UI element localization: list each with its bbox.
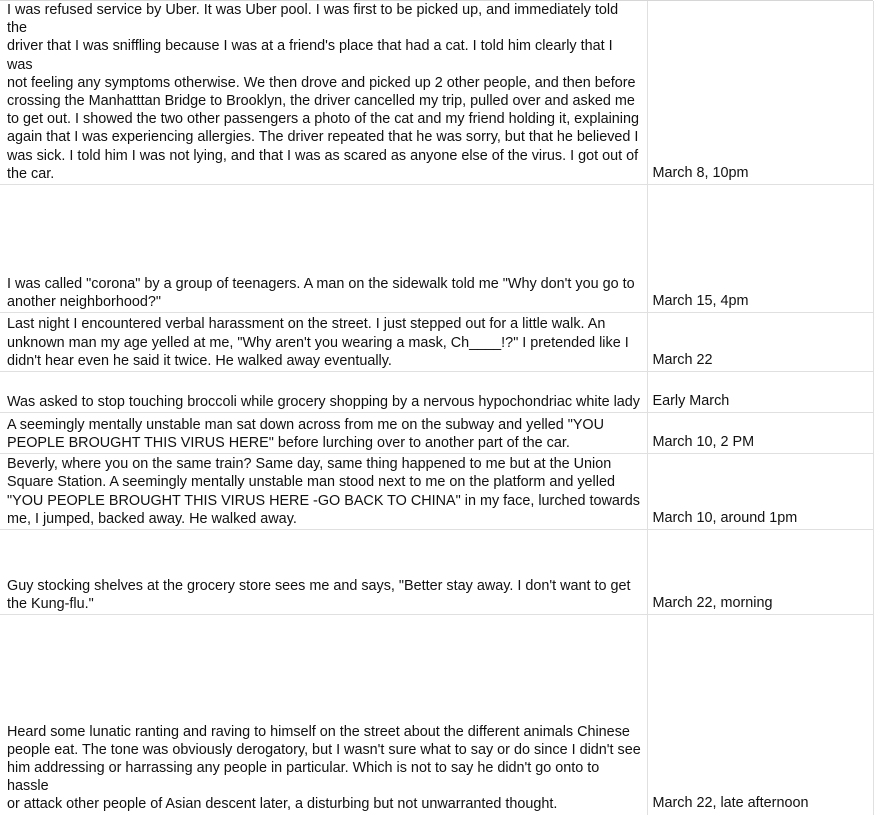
- cell-text-line: to get out. I showed the two other passengers a photo of the cat and my friend holding it, explaining: [7, 111, 639, 128]
- cell-text-line: "YOU PEOPLE BROUGHT THIS VIRUS HERE -GO BACK TO CHINA" in my face, lurched towards: [7, 492, 640, 509]
- description-cell[interactable]: [0, 1, 647, 185]
- cell-text-line: Guy stocking shelves at the grocery store sees me and says, "Better stay away. I don't want to get: [7, 577, 631, 594]
- cell-text-line: me, I jumped, backed away. He walked away.: [7, 510, 297, 527]
- cell-text-line: Heard some lunatic ranting and raving to himself on the street about the different animals Chinese: [7, 723, 630, 740]
- table-row: [0, 1, 873, 185]
- cell-text-line: I was called "corona" by a group of teenagers. A man on the sidewalk told me "Why don't you go to: [7, 275, 635, 292]
- date-cell[interactable]: Early March: [647, 372, 873, 413]
- cell-text-line: another neighborhood?": [7, 293, 161, 310]
- cell-text-line: Last night I encountered verbal harassment on the street. I just stepped out for a little walk. An: [7, 316, 606, 333]
- cell-text-line: driver that I was sniffling because I was at a friend's place that had a cat. I told him clearly that I was: [7, 38, 613, 73]
- date-cell[interactable]: March 15, 4pm: [647, 185, 873, 313]
- date-cell[interactable]: March 10, around 1pm: [647, 454, 873, 530]
- description-cell[interactable]: [0, 615, 647, 815]
- cell-text-line: Was asked to stop touching broccoli while grocery shopping by a nervous hypochondriac white lady: [7, 393, 641, 410]
- table-row: [0, 185, 873, 313]
- date-cell[interactable]: March 8, 10pm: [647, 1, 873, 185]
- cell-text-line: I was refused service by Uber. It was Uber pool. I was first to be picked up, and immediately told the: [7, 2, 619, 37]
- cell-text-line: PEOPLE BROUGHT THIS VIRUS HERE" before lurching over to another part of the car.: [7, 434, 570, 451]
- cell-text-line: Beverly, where you on the same train? Same day, same thing happened to me but at the Union: [7, 456, 612, 473]
- cell-text-line: Square Station. A seemingly mentally unstable man stood next to me on the platform and yelled: [7, 474, 615, 491]
- cell-text-line: A seemingly mentally unstable man sat down across from me on the subway and yelled "YOU: [7, 416, 605, 433]
- spreadsheet-grid: [0, 1, 874, 815]
- table-row: [0, 313, 873, 372]
- cell-text-line: unknown man my age yelled at me, "Why aren't you wearing a mask, Ch____!?" I pretended like I: [7, 334, 629, 351]
- cell-text-line: didn't hear even he said it twice. He walked away eventually.: [7, 352, 392, 369]
- description-cell[interactable]: [0, 185, 647, 313]
- table-row: [0, 413, 873, 454]
- cell-text-line: not feeling any symptoms otherwise. We then drove and picked up 2 other people, and then before: [7, 74, 636, 91]
- cell-text-line: him addressing or harrassing any people in particular. Which is not to say he didn't go onto to hassle: [7, 759, 600, 795]
- description-cell[interactable]: [0, 313, 647, 372]
- cell-text-line: again that I was experiencing allergies. The driver repeated that he was sorry, but that he believed I: [7, 129, 639, 146]
- description-cell[interactable]: [0, 530, 647, 615]
- cell-text-line: the Kung-flu.": [7, 595, 94, 612]
- description-cell[interactable]: [0, 413, 647, 454]
- cell-text-line: the car.: [7, 165, 55, 182]
- date-cell[interactable]: March 22, morning: [647, 530, 873, 615]
- date-cell[interactable]: March 22, late afternoon: [647, 615, 873, 815]
- date-cell[interactable]: March 22: [647, 313, 873, 372]
- table-row: [0, 372, 873, 413]
- description-cell[interactable]: [0, 454, 647, 530]
- cell-text-line: or attack other people of Asian descent later, a disturbing but not unwarranted thought.: [7, 796, 558, 813]
- date-cell[interactable]: March 10, 2 PM: [647, 413, 873, 454]
- cell-text-line: people eat. The tone was obviously derogatory, but I wasn't sure what to say or do since I didn't see: [7, 741, 641, 758]
- cell-text-line: was sick. I told him I was not lying, and that I was as scared as anyone else of the virus. I got out of: [7, 147, 639, 164]
- table-row: [0, 454, 873, 530]
- cell-text-line: crossing the Manhatttan Bridge to Brooklyn, the driver cancelled my trip, pulled over and asked me: [7, 93, 635, 110]
- description-cell[interactable]: [0, 372, 647, 413]
- table-row: [0, 615, 873, 815]
- table-row: [0, 530, 873, 615]
